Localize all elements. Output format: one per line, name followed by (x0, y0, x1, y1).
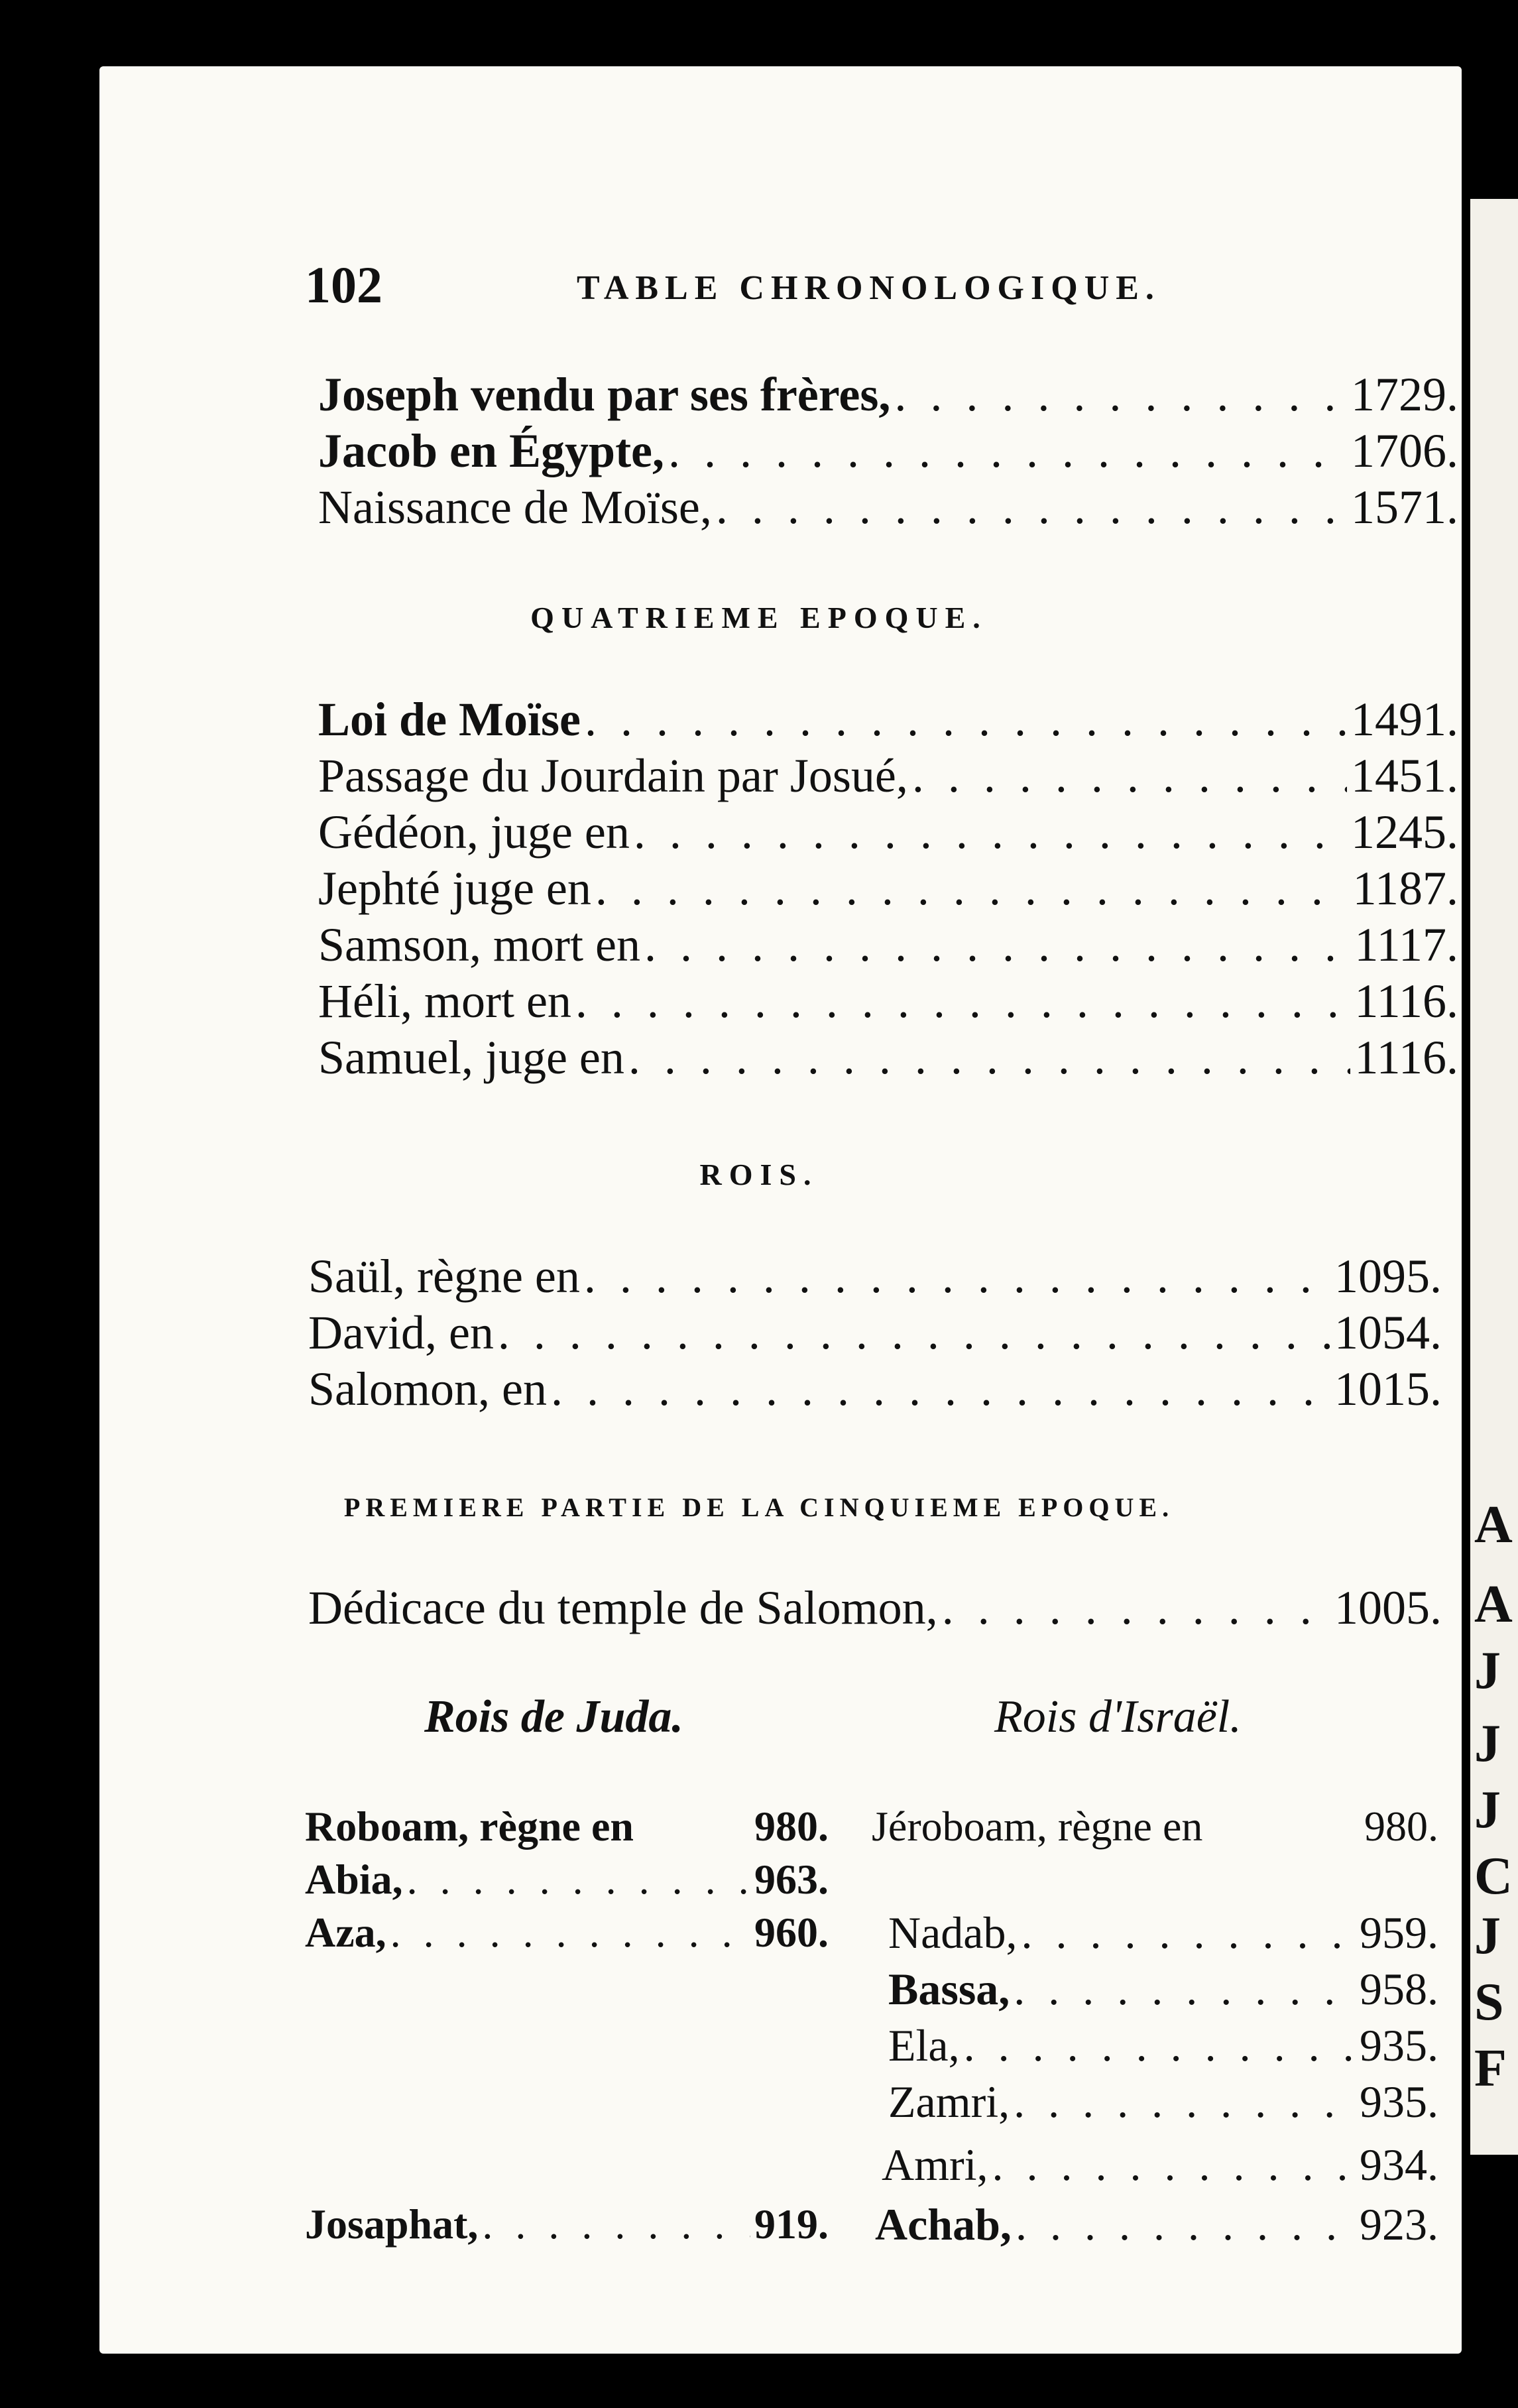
entry-label: Passage du Jourdain par Josué, (318, 749, 908, 802)
dot-leader (585, 693, 1347, 746)
dot-leader (498, 1306, 1330, 1359)
entry-year: 963. (754, 1856, 829, 1903)
chronology-entry (318, 749, 1458, 802)
running-head (205, 255, 1465, 315)
entry-label: Achab, (875, 2199, 1012, 2250)
chronology-entry (318, 368, 1458, 421)
entry-label: Salomon, en (308, 1362, 547, 1415)
entry-year: 935. (1360, 2020, 1438, 2071)
column-title-israel: Rois d'Israël. (994, 1691, 1242, 1742)
entry-label: Saül, règne en (308, 1250, 580, 1303)
dot-leader (964, 2019, 1356, 2072)
entry-year: 919. (754, 2200, 829, 2248)
dot-leader (912, 749, 1347, 802)
margin-letter: A (1474, 1496, 1513, 1554)
dot-leader (1016, 2198, 1356, 2251)
dot-leader (992, 2138, 1356, 2191)
entry-label: Jacob en Égypte, (318, 424, 664, 477)
entry-label: Roboam, règne en (305, 1803, 634, 1850)
section-title: ROIS. (699, 1158, 819, 1191)
chronology-entry (318, 975, 1458, 1028)
entry-label: Abia, (305, 1856, 403, 1903)
page-number: 102 (305, 256, 382, 314)
chronology-entry (308, 1306, 1442, 1359)
entry-label: Aza, (305, 1909, 386, 1956)
margin-letter: J (1474, 1781, 1501, 1839)
dot-leader (407, 1853, 750, 1906)
dot-leader (644, 918, 1350, 971)
dot-leader (1014, 2075, 1356, 2128)
entry-year: 1451. (1351, 749, 1458, 802)
entry-year: 1116. (1354, 1031, 1458, 1084)
entry-label: Jéroboam, règne en (872, 1803, 1203, 1850)
dot-leader (575, 975, 1350, 1028)
dot-leader (1021, 1906, 1356, 1959)
margin-letter: J (1474, 1907, 1501, 1965)
chronology-entry (305, 2198, 829, 2251)
margin-letter: A (1474, 1575, 1513, 1634)
chronology-entry (305, 1853, 829, 1906)
margin-letter: J (1474, 1715, 1501, 1773)
margin-letter: C (1474, 1847, 1513, 1905)
entry-year: 1491. (1351, 693, 1458, 746)
chronology-entry (318, 806, 1458, 859)
entry-year: 959. (1360, 1907, 1438, 1958)
entry-year: 1015. (1334, 1362, 1442, 1415)
entry-year: 980. (1364, 1803, 1438, 1850)
chronology-entry (318, 481, 1458, 534)
dot-leader (595, 862, 1349, 915)
chronology-entry (318, 424, 1458, 477)
entry-year: 980. (754, 1803, 829, 1850)
entry-year: 1187. (1352, 862, 1458, 915)
entry-year: 1005. (1334, 1581, 1442, 1634)
chronology-entry (888, 2019, 1438, 2072)
dot-leader (634, 806, 1347, 859)
entry-label: Naissance de Moïse, (318, 481, 712, 534)
dot-leader (894, 368, 1347, 421)
entry-label: Amri, (882, 2139, 988, 2190)
entry-label: Dédicace du temple de Salomon, (308, 1581, 938, 1634)
dot-leader (390, 1906, 750, 1959)
chronology-entry (308, 1581, 1442, 1634)
entry-year: 1245. (1351, 806, 1458, 859)
chronology-entry (318, 693, 1458, 746)
margin-letter: S (1474, 1973, 1504, 2031)
chronology-entry (888, 1962, 1438, 2016)
entry-year: 958. (1360, 1964, 1438, 2014)
entry-label: Héli, mort en (318, 975, 571, 1028)
entry-label: David, en (308, 1306, 494, 1359)
dot-leader (628, 1031, 1350, 1084)
entry-year: 935. (1360, 2077, 1438, 2127)
chronology-entry (888, 1906, 1438, 1959)
chronology-entry (305, 1800, 829, 1853)
page-title: TABLE CHRONOLOGIQUE. (577, 269, 1161, 307)
column-title-judah: Rois de Juda. (424, 1691, 683, 1742)
section-title: QUATRIEME EPOQUE. (530, 601, 988, 634)
chronology-entry (872, 1800, 1438, 1853)
section-title: PREMIERE PARTIE DE LA CINQUIEME EPOQUE. (343, 1492, 1175, 1522)
chronology-entry (888, 2075, 1438, 2128)
entry-label: Nadab, (888, 1907, 1018, 1958)
chronology-entry (882, 2138, 1438, 2191)
chronology-entry (318, 918, 1458, 971)
chronology-entry (318, 862, 1458, 915)
dot-leader (668, 424, 1347, 477)
chronology-entry (318, 1031, 1458, 1084)
entry-year: 1116. (1354, 975, 1458, 1028)
entry-label: Gédéon, juge en (318, 806, 630, 859)
dot-leader (942, 1581, 1330, 1634)
dot-leader (716, 481, 1347, 534)
entry-label: Loi de Moïse (318, 693, 581, 746)
entry-label: Zamri, (888, 2077, 1010, 2127)
entry-year: 1729. (1351, 368, 1458, 421)
chronology-entry (875, 2198, 1438, 2251)
entry-label: Samson, mort en (318, 918, 640, 971)
margin-letter: F (1474, 2039, 1507, 2098)
entry-label: Ela, (888, 2020, 960, 2071)
entry-label: Josaphat, (305, 2200, 479, 2248)
dot-leader (551, 1362, 1330, 1415)
entry-label: Bassa, (888, 1964, 1010, 2014)
entry-year: 1571. (1351, 481, 1458, 534)
entry-label: Joseph vendu par ses frères, (318, 368, 891, 421)
entry-label: Samuel, juge en (318, 1031, 624, 1084)
dot-leader (482, 2198, 750, 2251)
entry-year: 1117. (1354, 918, 1458, 971)
entry-year: 1054. (1334, 1306, 1442, 1359)
dot-leader (584, 1250, 1330, 1303)
chronology-entry (305, 1906, 829, 1959)
entry-label: Jephté juge en (318, 862, 591, 915)
dot-leader (1014, 1962, 1356, 2016)
entry-year: 1095. (1334, 1250, 1442, 1303)
chronology-entry (308, 1362, 1442, 1415)
margin-letter: J (1474, 1642, 1501, 1700)
entry-year: 923. (1360, 2199, 1438, 2250)
chronology-entry (308, 1250, 1442, 1303)
entry-year: 960. (754, 1909, 829, 1956)
entry-year: 1706. (1351, 424, 1458, 477)
entry-year: 934. (1360, 2139, 1438, 2190)
